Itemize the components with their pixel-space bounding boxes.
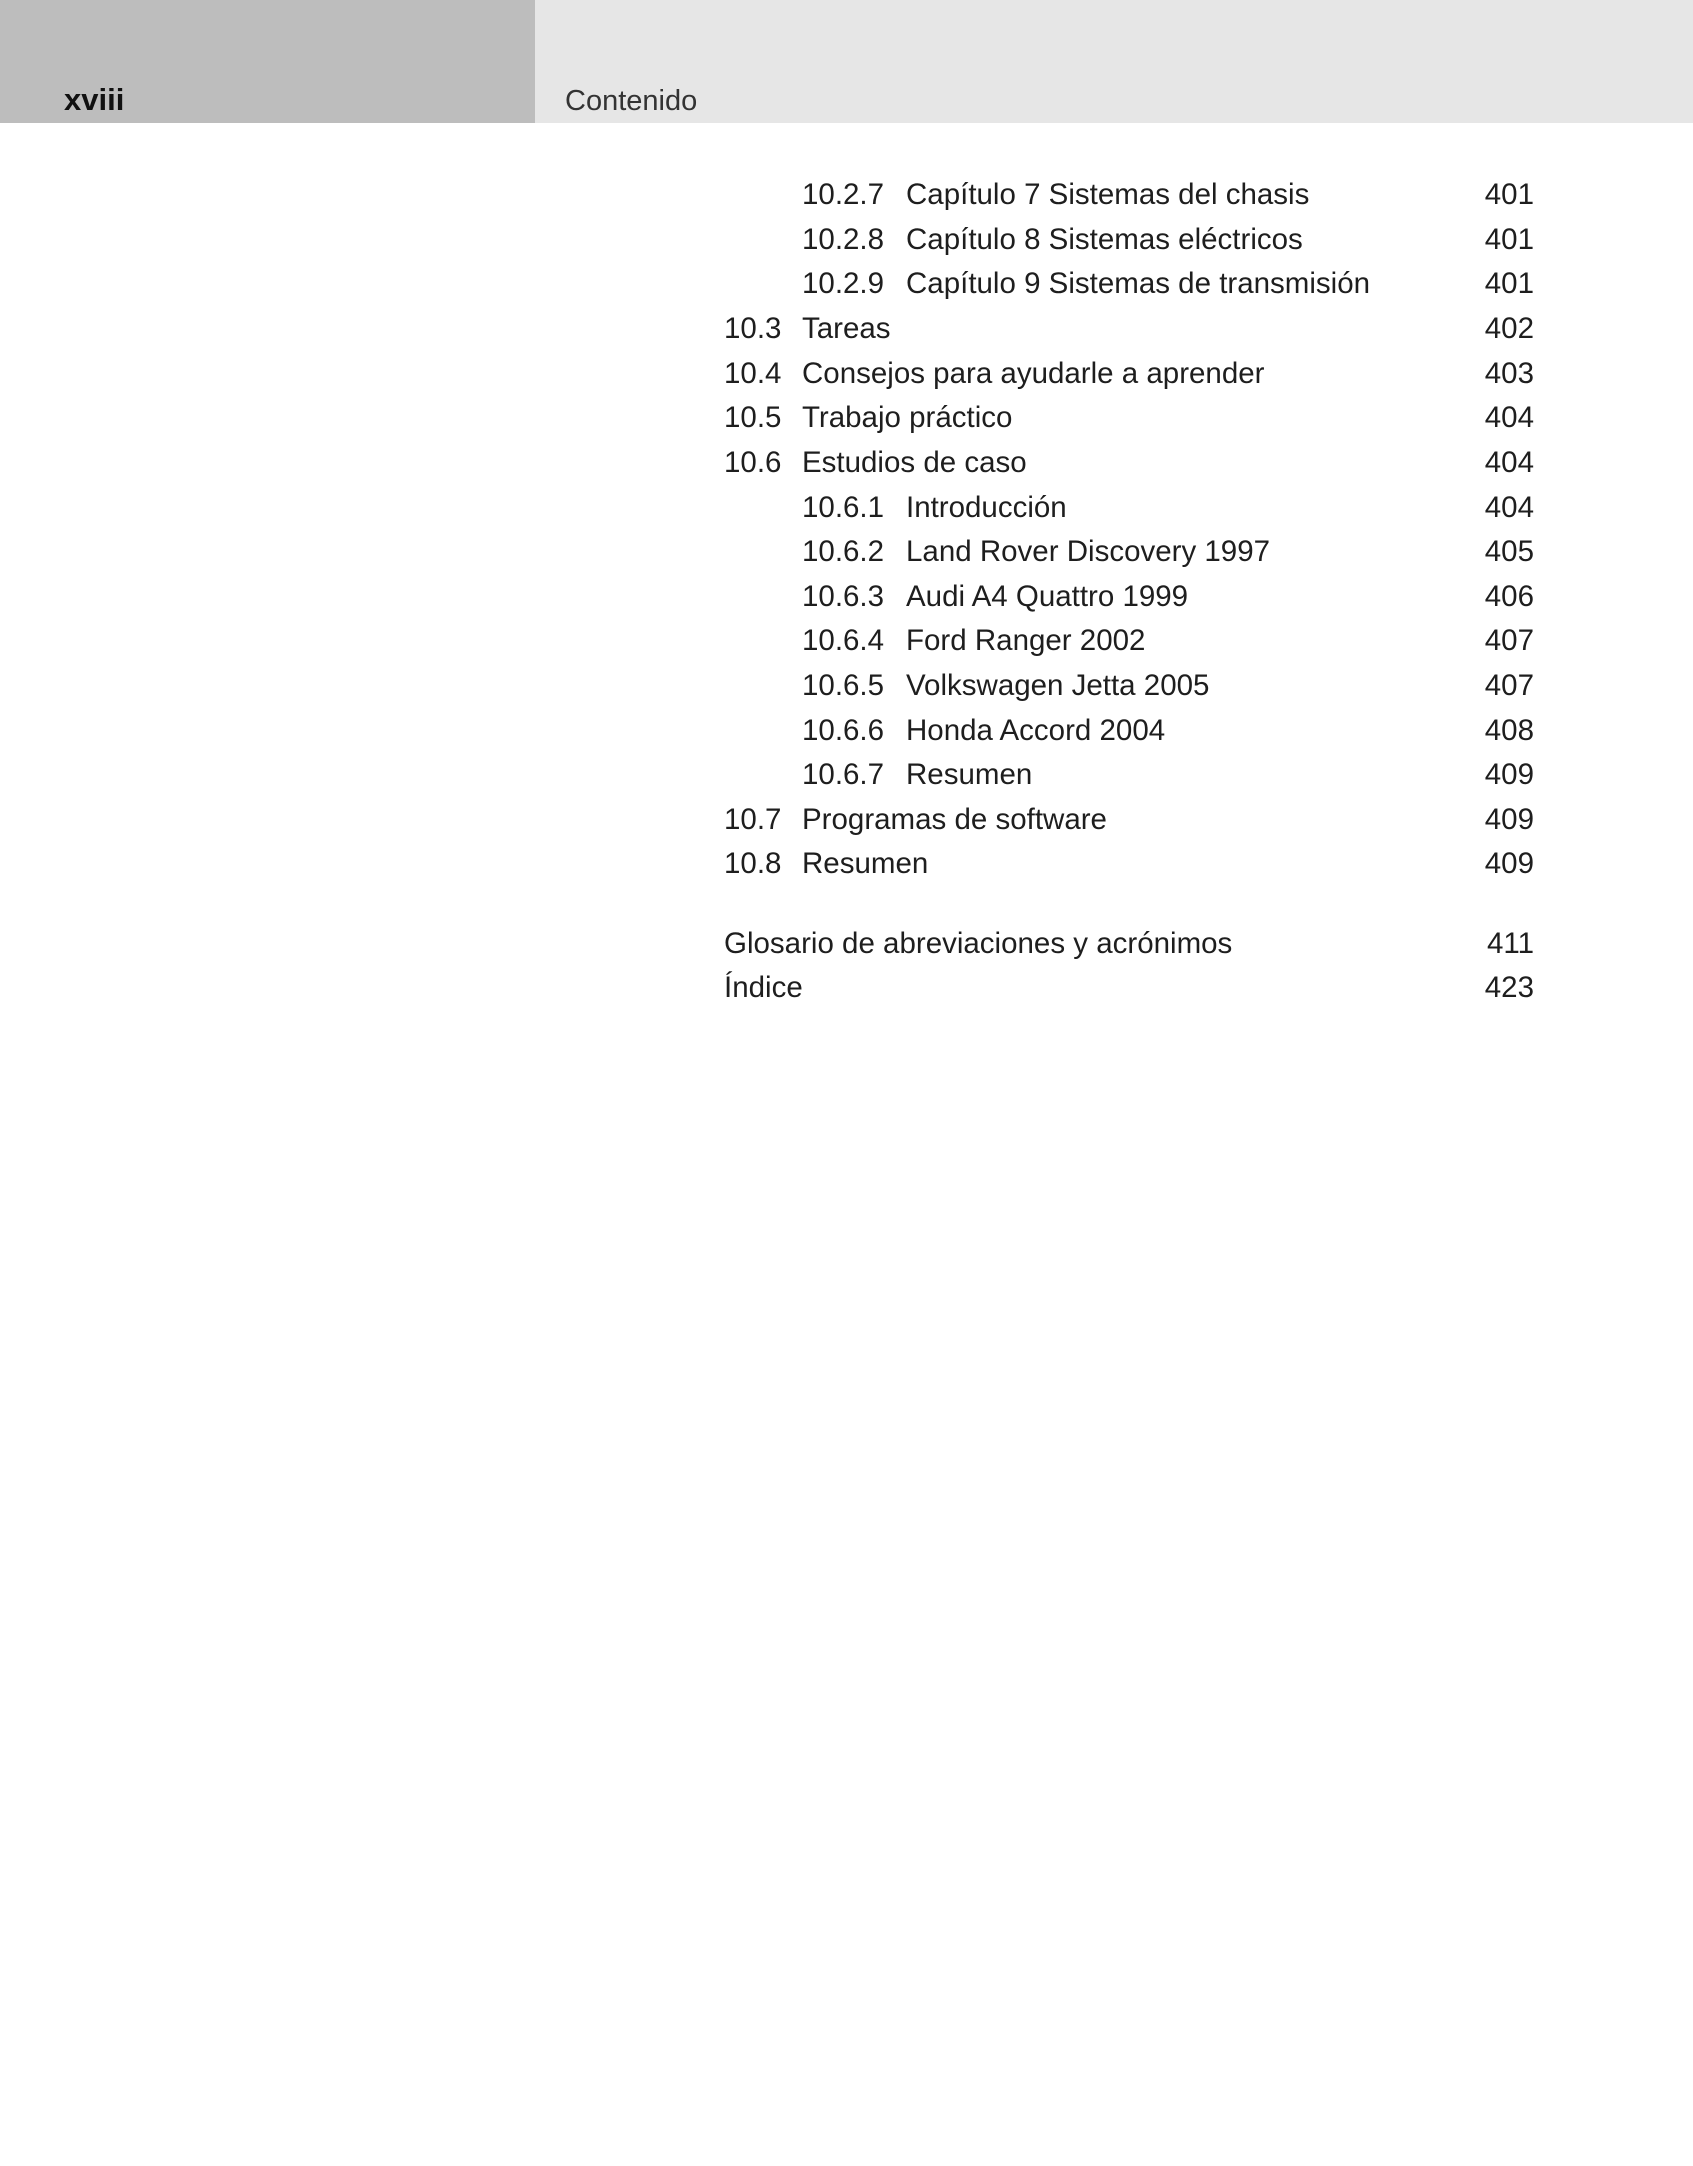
toc-entry-title: Índice: [724, 971, 803, 1004]
toc-entry-page: 402: [1484, 312, 1534, 345]
toc-entry-page: 409: [1484, 758, 1534, 791]
toc-entry-title: Volkswagen Jetta 2005: [906, 669, 1210, 702]
toc-entry-title: Trabajo práctico: [802, 401, 1013, 434]
toc-entry-number: 10.6.3: [802, 580, 885, 613]
running-head: Contenido: [565, 85, 698, 117]
toc-entry-page: 401: [1484, 267, 1534, 300]
header-right-band: [535, 0, 1693, 123]
toc-entry-page: 404: [1484, 446, 1534, 479]
toc-entry-indice[interactable]: [0, 966, 1693, 1010]
toc-entry-page: 404: [1484, 401, 1534, 434]
toc-entry-title: Capítulo 7 Sistemas del chasis: [906, 178, 1310, 211]
toc-entry-number: 10.4: [724, 357, 782, 390]
toc-entry-10-7[interactable]: [0, 798, 1693, 842]
toc-entry-number: 10.6: [724, 446, 782, 479]
toc-entry-number: 10.6.6: [802, 714, 885, 747]
page-header: [0, 0, 1693, 123]
toc-entry-page: 401: [1484, 178, 1534, 211]
toc-entry-number: 10.8: [724, 847, 782, 880]
toc-entry-number: 10.3: [724, 312, 782, 345]
toc-entry-title: Programas de software: [802, 803, 1107, 836]
toc-entry-10-5[interactable]: [0, 396, 1693, 440]
toc-entry-page: 423: [1484, 971, 1534, 1004]
toc-entry-10-8[interactable]: [0, 842, 1693, 886]
toc-entry-10-6-7[interactable]: [0, 753, 1693, 797]
toc-entry-title: Ford Ranger 2002: [906, 624, 1146, 657]
toc-entry-10-6-5[interactable]: [0, 664, 1693, 708]
toc-entry-number: 10.6.4: [802, 624, 885, 657]
toc-entry-10-6-4[interactable]: [0, 619, 1693, 663]
toc-entry-title: Introducción: [906, 491, 1067, 524]
toc-entry-title: Resumen: [802, 847, 929, 880]
toc-entry-number: 10.2.9: [802, 267, 885, 300]
toc-entry-10-2-8[interactable]: [0, 218, 1693, 262]
toc-entry-number: 10.6.5: [802, 669, 885, 702]
toc-entry-title: Estudios de caso: [802, 446, 1027, 479]
toc-entry-number: 10.5: [724, 401, 782, 434]
toc-entry-number: 10.2.7: [802, 178, 885, 211]
page-number: xviii: [64, 82, 125, 117]
toc-entry-title: Capítulo 9 Sistemas de transmisión: [906, 267, 1371, 300]
toc-entry-title: Consejos para ayudarle a aprender: [802, 357, 1265, 390]
toc-entry-page: 407: [1484, 624, 1534, 657]
toc-entry-title: Capítulo 8 Sistemas eléctricos: [906, 223, 1303, 256]
toc-entry-number: 10.2.8: [802, 223, 885, 256]
toc-entry-page: 405: [1484, 535, 1534, 568]
toc-entry-page: 401: [1484, 223, 1534, 256]
toc-entry-10-2-7[interactable]: [0, 173, 1693, 217]
toc-entry-10-4[interactable]: [0, 352, 1693, 396]
toc-entry-page: 406: [1484, 580, 1534, 613]
toc-entry-title: Audi A4 Quattro 1999: [906, 580, 1189, 613]
toc-entry-page: 411: [1486, 927, 1534, 960]
toc-entry-10-6-2[interactable]: [0, 530, 1693, 574]
toc-entry-number: 10.7: [724, 803, 782, 836]
toc-entry-10-6-6[interactable]: [0, 709, 1693, 753]
toc-entry-10-6-1[interactable]: [0, 486, 1693, 530]
toc-entry-glosario[interactable]: [0, 922, 1693, 966]
toc-entry-10-6-3[interactable]: [0, 575, 1693, 619]
toc-entry-title: Resumen: [906, 758, 1033, 791]
toc-entry-title: Honda Accord 2004: [906, 714, 1166, 747]
toc-entry-number: 10.6.2: [802, 535, 885, 568]
toc-entry-page: 403: [1484, 357, 1534, 390]
toc-entry-title: Land Rover Discovery 1997: [906, 535, 1271, 568]
toc-entry-10-2-9[interactable]: [0, 262, 1693, 306]
toc-entry-title: Tareas: [802, 312, 891, 345]
toc-entry-page: 404: [1484, 491, 1534, 524]
toc-entry-page: 409: [1484, 803, 1534, 836]
toc-entry-page: 408: [1484, 714, 1534, 747]
toc-entry-10-6[interactable]: [0, 441, 1693, 485]
toc-entry-number: 10.6.7: [802, 758, 885, 791]
toc-entry-page: 407: [1484, 669, 1534, 702]
toc-entry-10-3[interactable]: [0, 307, 1693, 351]
toc-entry-page: 409: [1484, 847, 1534, 880]
toc-entry-title: Glosario de abreviaciones y acrónimos: [724, 927, 1233, 960]
toc-entry-number: 10.6.1: [802, 491, 885, 524]
